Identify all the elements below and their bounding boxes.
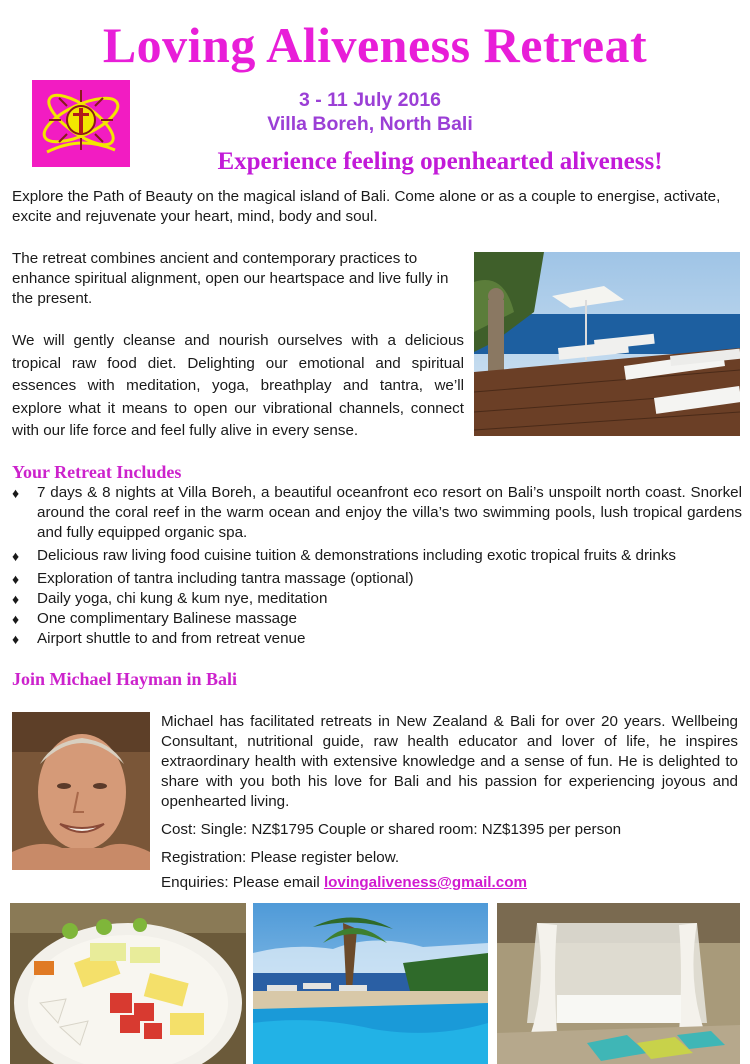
event-info [220,88,520,136]
diamond-bullet-icon: ♦ [12,485,20,501]
retreat-logo [32,80,130,167]
host-portrait-photo [12,712,150,870]
enquiries-label: Enquiries: Please email [161,874,324,891]
host-bio: Michael has facilitated retreats in New Zealand & Bali for over 20 years. Wellbeing Consultant, nutritional guide, raw health educator and lover of life, he inspires extraordinary health with extensive knowledge and a sense of fun. He is delighted to share with you both his love for Bali and his passion for experiencing joyous and openhearted living. [161,713,738,810]
list-item: ♦ Daily yoga, chi kung & kum nye, meditation [12,590,328,607]
list-item: ♦ Delicious raw living food cuisine tuition & demonstrations including exotic tropical fruits & drinks [12,547,677,564]
list-item: ♦ Exploration of tantra including tantra massage (optional) [12,570,414,587]
diamond-bullet-icon: ♦ [12,591,20,607]
list-item: ♦ One complimentary Balinese massage [12,610,297,627]
email-link[interactable]: lovingaliveness@gmail.com [323,874,527,891]
raw-food-platter-photo [10,903,246,1064]
registration-info: Registration: Please register below. [161,849,400,866]
diamond-bullet-icon: ♦ [12,571,20,587]
event-venue: Villa Boreh, North Bali [267,113,473,135]
diamond-bullet-icon: ♦ [12,548,20,564]
event-dates: 3 - 11 July 2016 [298,89,442,111]
host-heading: Join Michael Hayman in Bali [12,669,238,689]
cost-info: Cost: Single: NZ$1795 Couple or shared room: NZ$1395 per person [161,821,622,838]
page-title: Loving Aliveness Retreat [102,17,648,73]
intro-paragraph-1: Explore the Path of Beauty on the magical island of Bali. Come alone or as a couple to energise, activate, excite and rejuvenate your heart, mind, body and soul. [12,188,721,225]
includes-heading: Your Retreat Includes [12,462,182,482]
canopy-bedroom-photo [497,903,740,1064]
diamond-bullet-icon: ♦ [12,611,20,627]
list-item: ♦ 7 days & 8 nights at Villa Boreh, a beautiful oceanfront eco resort on Bali’s unspoilt north coast. Snorkel around the coral reef in the warm ocean and enjoy the villa’s two swimming pools, lush tropical gardens and fully equipped organic spa. [12,484,742,541]
diamond-bullet-icon: ♦ [12,631,20,647]
enquiries-info [161,873,527,893]
intro-paragraph-2: The retreat combines ancient and contemporary practices to enhance spiritual alignment, open our heartspace and live fully in the present. [12,250,449,307]
intro-paragraph-3: We will gently cleanse and nourish ourselves with a delicious tropical raw food diet. Delighting our emotional and spiritual essences with meditation, yoga, breathplay and tantra, we’ll explore what it means to open our vibrational channels, connect with our life force and feel fully alive in every sense. [12,332,464,439]
includes-list [12,483,742,649]
pool-and-ocean-photo [253,903,488,1064]
villa-terrace-photo [474,252,740,436]
list-item: ♦ Airport shuttle to and from retreat venue [12,630,306,647]
tagline: Experience feeling openhearted aliveness! [217,148,663,175]
